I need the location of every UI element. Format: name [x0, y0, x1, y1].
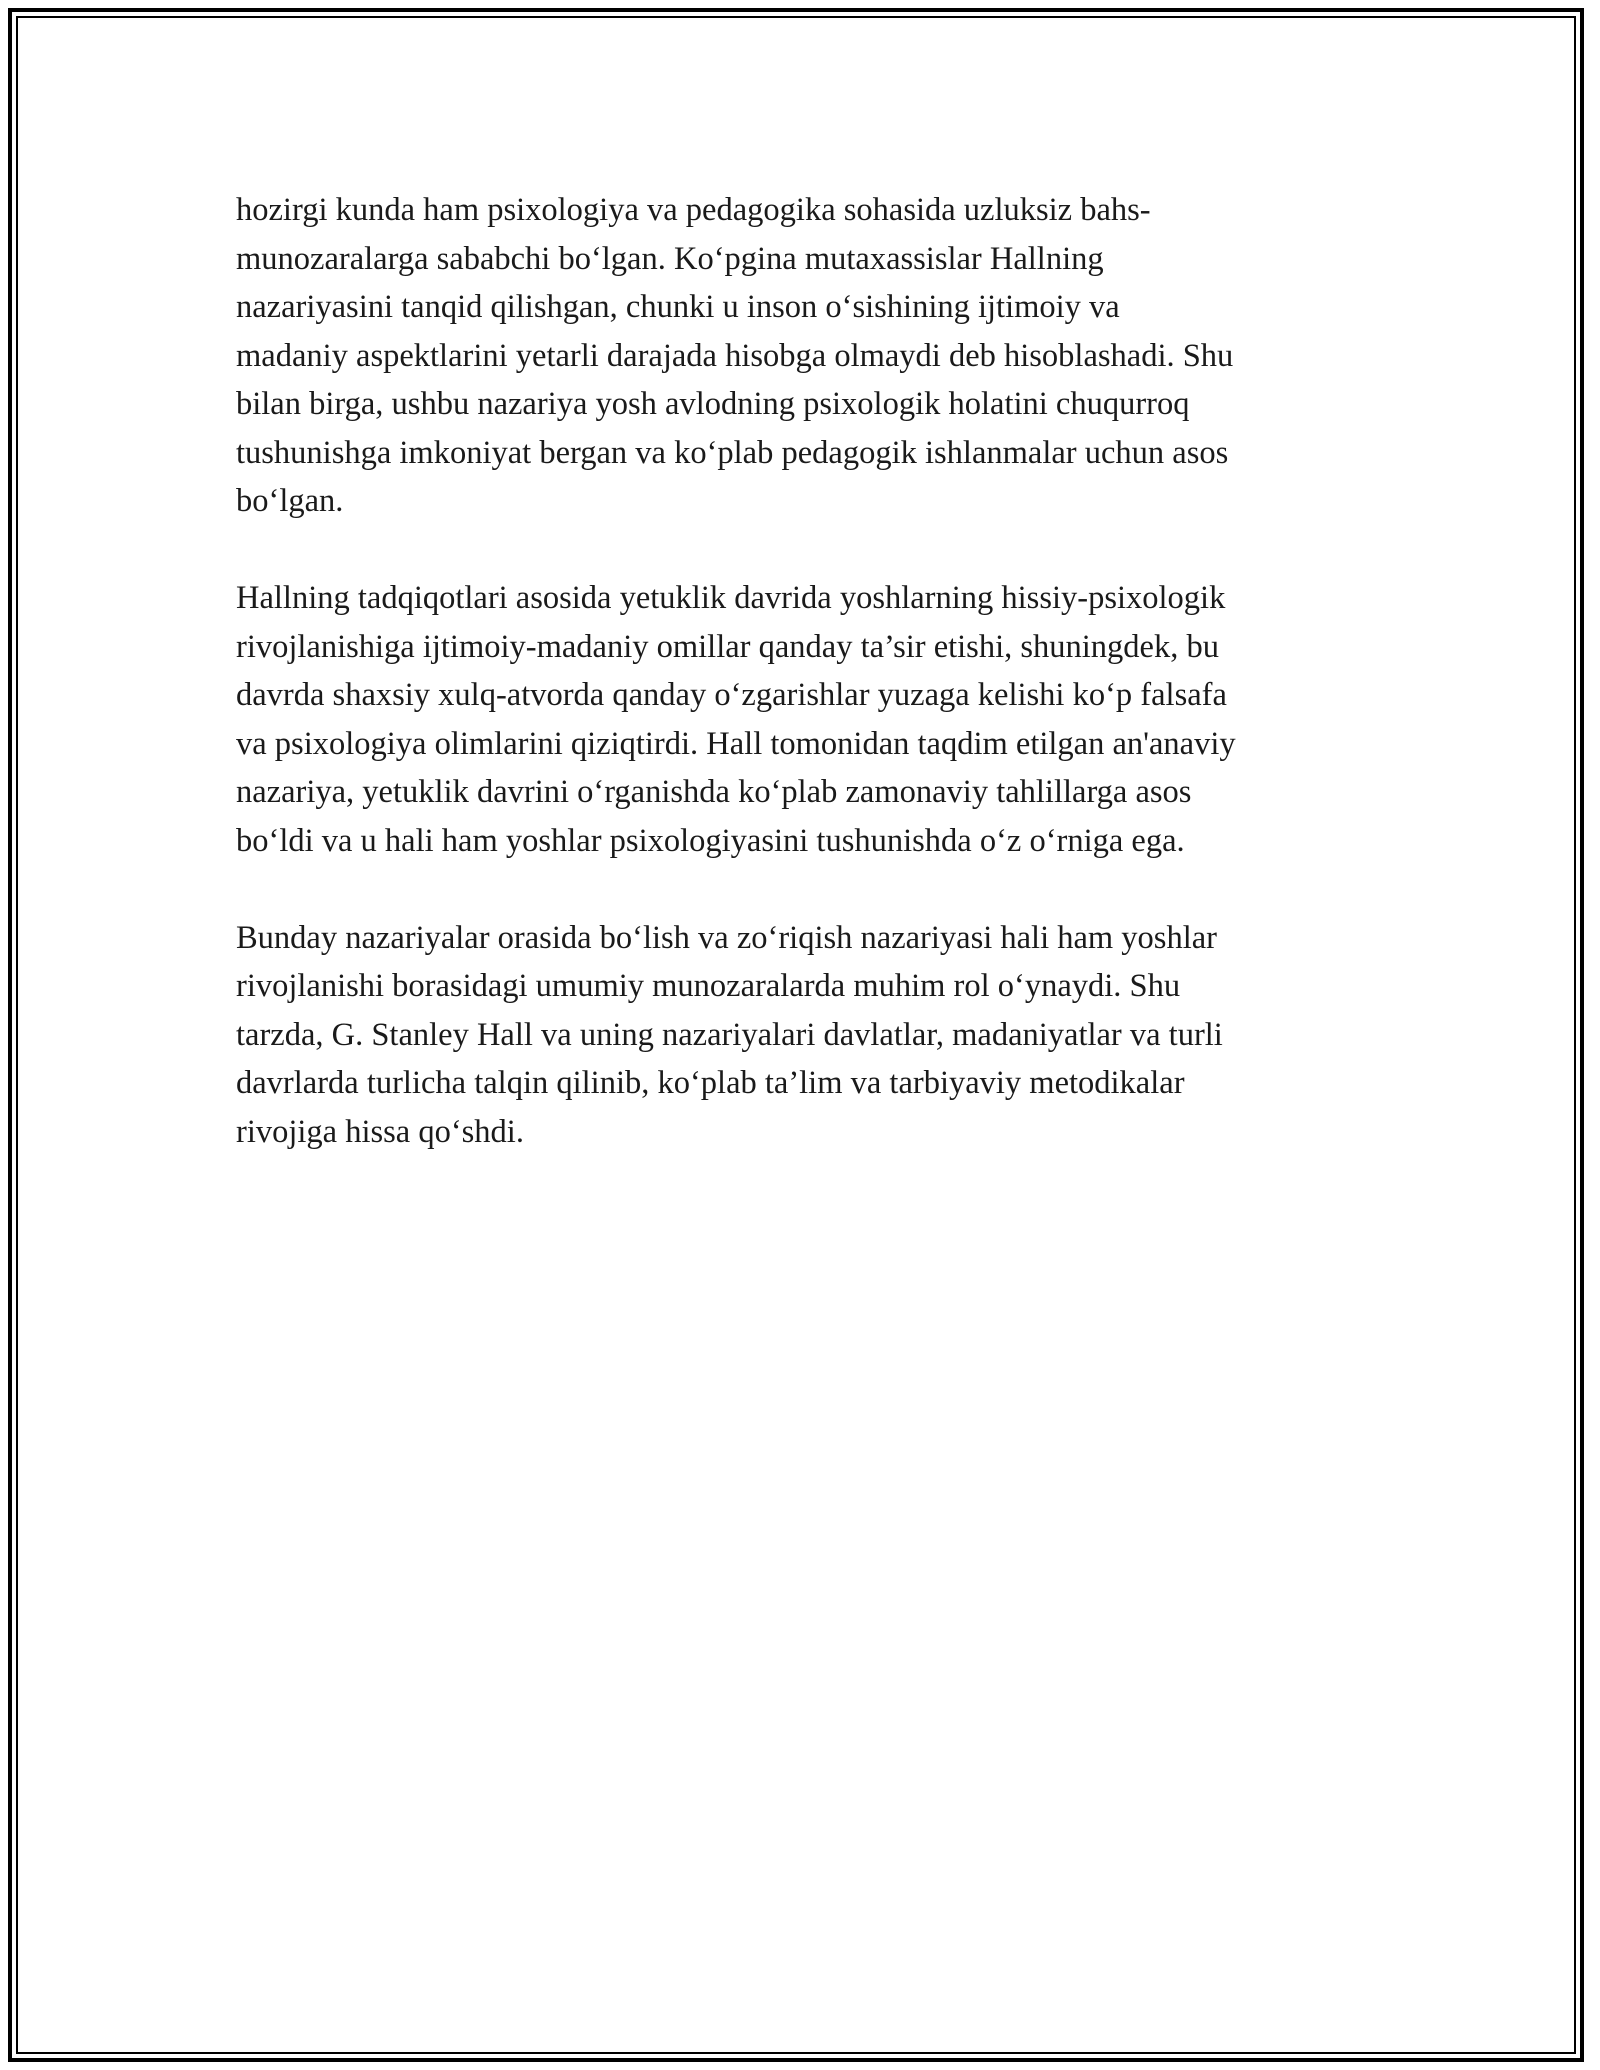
text-line: madaniy aspektlarini yetarli darajada hisobga olmaydi deb hisoblashadi. Shu — [236, 337, 1234, 374]
text-line: davrda shaxsiy xulq-atvorda qanday o‘zgarishlar yuzaga kelishi ko‘p falsafa — [236, 677, 1227, 713]
text-line: nazariya, yetuklik davrini o‘rganishda ko‘plab zamonaviy tahlillarga asos — [236, 774, 1192, 810]
text-line: nazariyasini tanqid qilishgan, chunki u inson o‘sishining ijtimoiy va — [236, 289, 1120, 325]
text-line: davrlarda turlicha talqin qilinib, ko‘plab ta’lim va tarbiyaviy metodikalar — [236, 1065, 1185, 1101]
text-line: Bunday nazariyalar orasida bo‘lish va zo‘riqish nazariyasi hali ham yoshlar — [236, 919, 1217, 956]
paragraph-3 — [236, 914, 1376, 1157]
text-line: va psixologiya olimlarini qiziqtirdi. Hall tomonidan taqdim etilgan an'anaviy — [236, 725, 1236, 762]
text-line: bo‘lgan. — [236, 483, 344, 519]
text-line: Hallning tadqiqotlari asosida yetuklik davrida yoshlarning hissiy-psixologik — [236, 580, 1226, 616]
paragraph-1 — [236, 186, 1376, 526]
text-line: rivojlanishi borasidagi umumiy munozaralarda muhim rol o‘ynaydi. Shu — [236, 968, 1181, 1004]
text-line: rivojlanishiga ijtimoiy-madaniy omillar qanday ta’sir etishi, shuningdek, bu — [236, 628, 1219, 665]
text-line: tushunishga imkoniyat bergan va ko‘plab pedagogik ishlanmalar uchun asos — [236, 434, 1229, 471]
text-line: hozirgi kunda ham psixologiya va pedagogika sohasida uzluksiz bahs- — [236, 192, 1151, 228]
text-line: bo‘ldi va u hali ham yoshlar psixologiyasini tushunishda o‘z o‘rniga ega. — [236, 822, 1185, 859]
text-line: tarzda, G. Stanley Hall va uning nazariyalari davlatlar, madaniyatlar va turli — [236, 1016, 1223, 1053]
paragraph-2 — [236, 574, 1376, 865]
document-body — [236, 186, 1376, 1205]
text-line: bilan birga, ushbu nazariya yosh avlodning psixologik holatini chuqurroq — [236, 386, 1190, 422]
text-line: munozaralarga sababchi bo‘lgan. Ko‘pgina mutaxassislar Hallning — [236, 240, 1104, 277]
text-line: rivojiga hissa qo‘shdi. — [236, 1113, 524, 1150]
